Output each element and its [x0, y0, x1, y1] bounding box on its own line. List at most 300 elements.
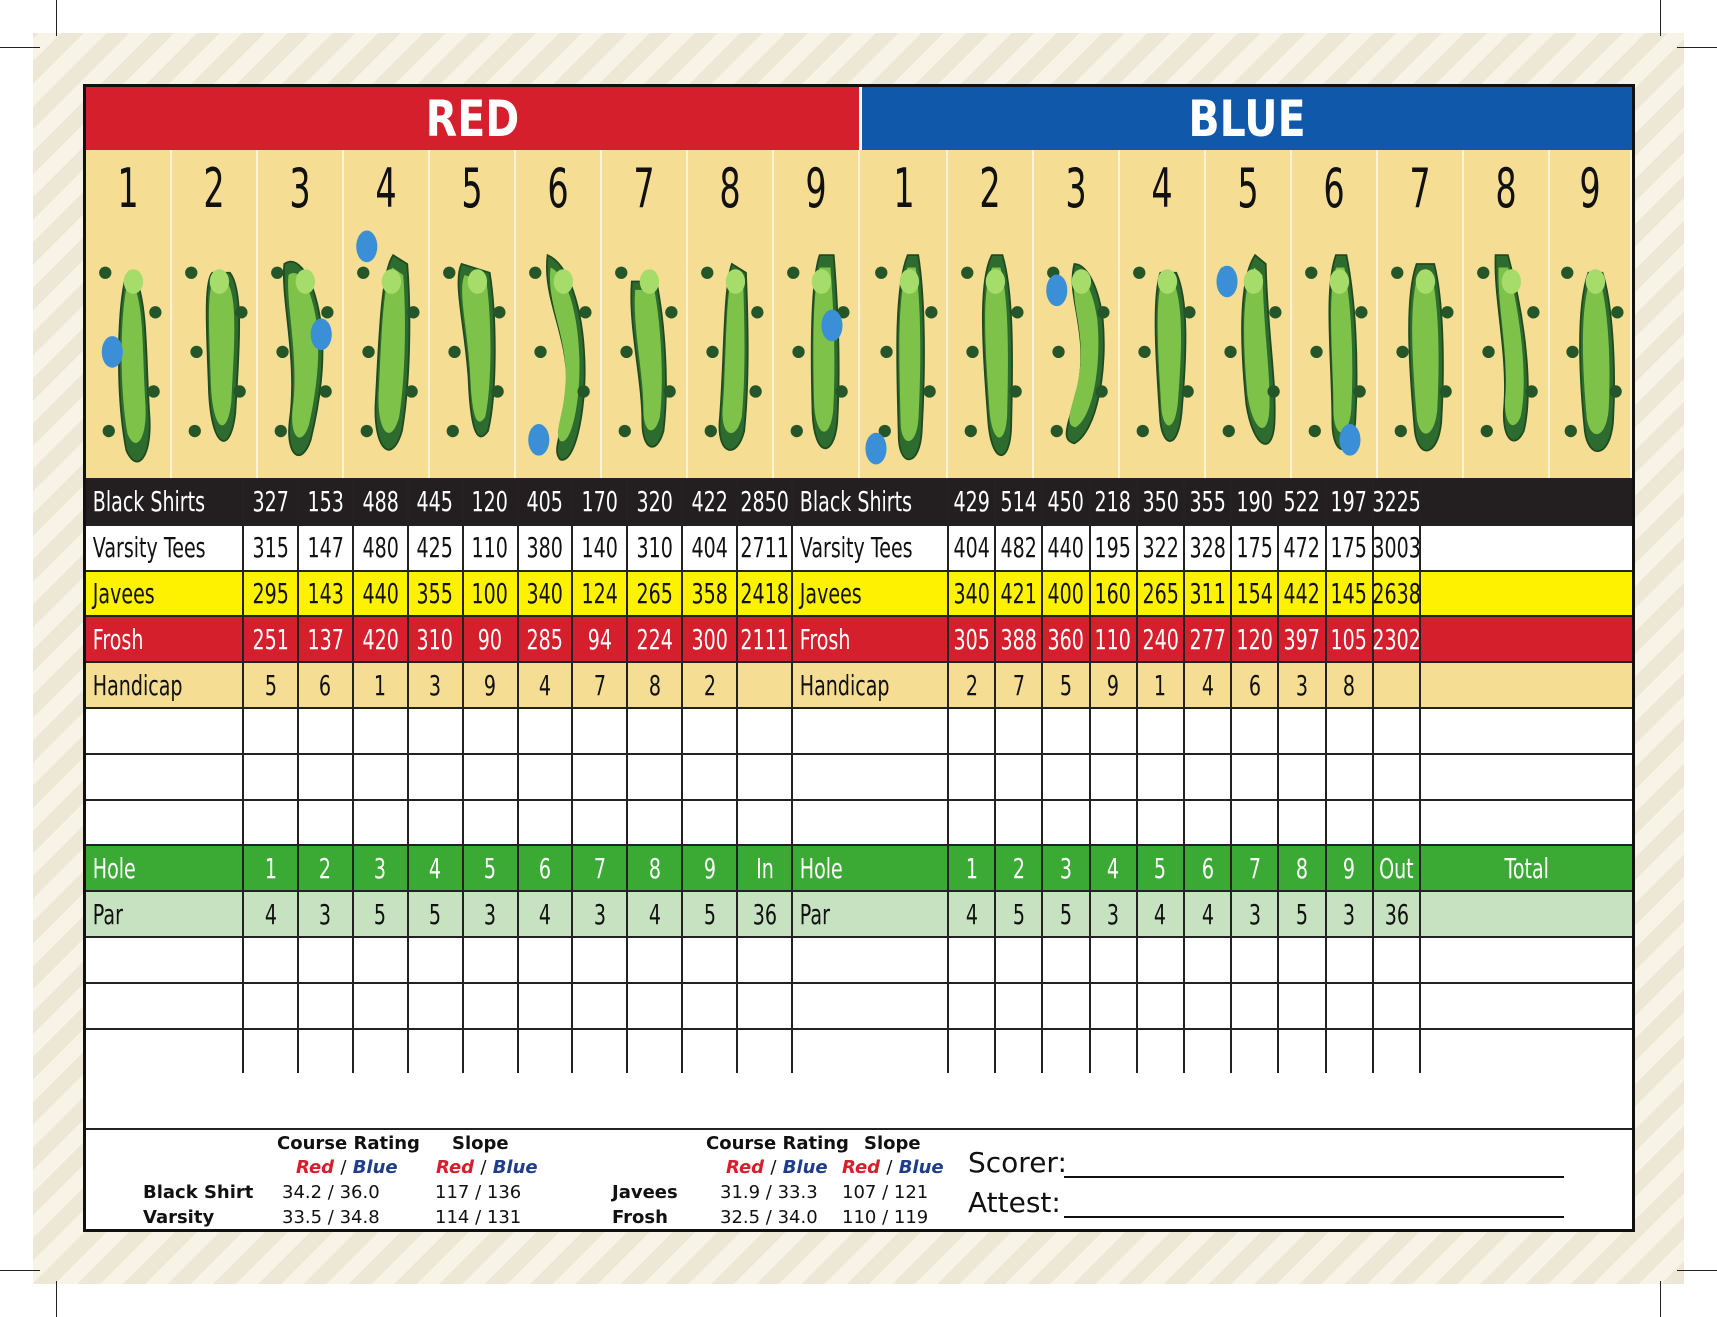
red-hole-cell[interactable]	[517, 1030, 572, 1074]
red-hole-cell[interactable]	[517, 938, 572, 982]
blue-hole-cell	[947, 846, 994, 890]
red-total-cell	[736, 617, 791, 661]
red-hole-cell-text: 440	[362, 576, 399, 610]
blue-hole-cell	[1041, 663, 1088, 707]
blue-hole-cell	[1325, 663, 1372, 707]
red-total-cell[interactable]	[736, 984, 791, 1028]
blue-hole-cell[interactable]	[947, 801, 994, 845]
blue-hole-cell[interactable]	[1325, 709, 1372, 753]
blue-hole-cell-text: 197	[1331, 485, 1368, 519]
row-label[interactable]	[86, 755, 242, 799]
red-hole-cell-text: 358	[691, 576, 728, 610]
blue-hole-cell[interactable]	[1230, 938, 1277, 982]
red-hole-cell	[297, 526, 352, 570]
blue-hole-cell-text: 305	[953, 622, 990, 656]
blue-hole-cell-text: 322	[1142, 531, 1179, 565]
blue-hole-cell[interactable]	[1230, 709, 1277, 753]
blue-hole-cell	[1089, 572, 1136, 616]
blue-total-cell[interactable]	[1372, 755, 1419, 799]
frosh-row	[86, 615, 1632, 661]
red-hole-cell-text: 3	[319, 897, 332, 931]
hole-layout-illustration	[258, 220, 344, 475]
hole-number: 9	[1579, 157, 1601, 220]
red-hole-cell-text: 488	[362, 485, 399, 519]
blue-hole-cell-text: 160	[1095, 576, 1132, 610]
red-hole-9-column	[774, 150, 860, 478]
blue-hole-cell[interactable]	[994, 801, 1041, 845]
blue-hole-cell-text: 6	[1248, 668, 1261, 702]
blue-hole-cell[interactable]	[947, 755, 994, 799]
blue-hole-cell[interactable]	[1230, 755, 1277, 799]
red-hole-cell[interactable]	[571, 1030, 626, 1074]
blue-hole-8-column	[1464, 150, 1550, 478]
red-hole-cell[interactable]	[681, 1030, 736, 1074]
red-hole-cell[interactable]	[242, 938, 297, 982]
blue-hole-cell[interactable]	[1325, 801, 1372, 845]
blue-hole-cell	[1136, 846, 1183, 890]
blue-hole-cell-text: 5	[1059, 668, 1073, 702]
row-label	[86, 846, 242, 890]
red-hole-cell-text: 315	[252, 531, 289, 565]
blue-hole-cell	[1183, 480, 1230, 524]
blue-hole-cell[interactable]	[1136, 755, 1183, 799]
red-hole-cell[interactable]	[242, 755, 297, 799]
blue-total-cell[interactable]	[1372, 801, 1419, 845]
hole-number: 5	[461, 157, 483, 220]
red-hole-cell[interactable]	[517, 984, 572, 1028]
red-hole-cell[interactable]	[297, 709, 352, 753]
red-hole-cell[interactable]	[352, 709, 407, 753]
red-hole-cell[interactable]	[407, 755, 462, 799]
hole-number: 7	[633, 157, 655, 220]
blue-hole-cell	[1277, 480, 1324, 524]
blue-hole-cell[interactable]	[1277, 709, 1324, 753]
red-hole-cell-text: 7	[593, 851, 606, 885]
red-total-cell-text: 2418	[740, 576, 789, 610]
blue-hole-cell[interactable]	[1089, 984, 1136, 1028]
blue-hole-cell[interactable]	[1277, 801, 1324, 845]
hole-layout-illustration	[1120, 220, 1206, 475]
red-hole-3-column	[258, 150, 344, 478]
red-hole-cell	[242, 617, 297, 661]
slope-value: 110 / 119	[842, 1207, 929, 1228]
score-entry-row[interactable]	[86, 753, 1632, 799]
blue-hole-5-column	[1206, 150, 1292, 478]
blue-hole-cell[interactable]	[1325, 1030, 1372, 1074]
hole-layout-illustration	[1206, 220, 1292, 475]
blue-hole-cell[interactable]	[1089, 801, 1136, 845]
red-hole-cell	[626, 663, 681, 707]
blue-hole-9-column	[1550, 150, 1632, 478]
score-entry-row[interactable]	[86, 799, 1632, 845]
red-hole-cell[interactable]	[407, 984, 462, 1028]
red-hole-cell[interactable]	[626, 709, 681, 753]
red-hole-8-column	[688, 150, 774, 478]
blue-hole-cell-text: 175	[1236, 531, 1273, 565]
blue-hole-cell[interactable]	[1041, 984, 1088, 1028]
blue-hole-cell[interactable]	[1230, 801, 1277, 845]
blue-hole-cell	[1089, 663, 1136, 707]
blue-hole-cell[interactable]	[1041, 801, 1088, 845]
score-entry-row[interactable]	[86, 707, 1632, 753]
red-hole-cell	[242, 663, 297, 707]
varsity-row	[86, 524, 1632, 570]
blue-hole-cell[interactable]	[1277, 984, 1324, 1028]
hole-number: 4	[1151, 157, 1173, 220]
hole-number: 7	[1409, 157, 1431, 220]
red-hole-cell-text: 9	[483, 668, 497, 702]
red-hole-cell-text: 2	[703, 668, 716, 702]
red-hole-cell[interactable]	[571, 755, 626, 799]
blue-total-cell[interactable]	[1372, 709, 1419, 753]
red-hole-cell	[297, 617, 352, 661]
blue-hole-cell[interactable]	[947, 709, 994, 753]
red-hole-cell[interactable]	[242, 709, 297, 753]
red-hole-cell	[352, 480, 407, 524]
row-label[interactable]	[86, 709, 242, 753]
red-hole-cell-text: 251	[252, 622, 289, 656]
blue-hole-cell[interactable]	[1183, 984, 1230, 1028]
blue-hole-cell[interactable]	[1325, 755, 1372, 799]
red-blue-legend: Red / Blue	[296, 1157, 398, 1178]
blue-hole-cell	[1277, 846, 1324, 890]
blue-hole-cell[interactable]	[1136, 938, 1183, 982]
red-hole-cell-text: 1	[374, 668, 387, 702]
blue-hole-cell[interactable]	[1183, 1030, 1230, 1074]
red-hole-cell[interactable]	[681, 938, 736, 982]
red-section-title: RED	[425, 89, 520, 148]
red-hole-cell[interactable]	[681, 755, 736, 799]
grand-total-cell	[1419, 846, 1632, 890]
red-hole-cell[interactable]	[242, 1030, 297, 1074]
blue-hole-cell-text: 4	[1107, 851, 1120, 885]
red-hole-cell[interactable]	[352, 984, 407, 1028]
blue-hole-cell[interactable]	[947, 984, 994, 1028]
rating-tee-name: Javees	[612, 1182, 678, 1203]
red-hole-cell[interactable]	[462, 984, 517, 1028]
blue-hole-cell[interactable]	[1041, 755, 1088, 799]
red-hole-cell[interactable]	[242, 801, 297, 845]
blue-hole-cell-text: 1	[965, 851, 978, 885]
red-hole-cell[interactable]	[462, 938, 517, 982]
red-total-cell	[736, 572, 791, 616]
red-hole-cell	[407, 846, 462, 890]
blue-hole-cell	[994, 663, 1041, 707]
blue-hole-cell-text: 3	[1248, 897, 1261, 931]
rating-value: 32.5 / 34.0	[720, 1207, 818, 1228]
red-hole-cell	[626, 617, 681, 661]
blue-hole-cell[interactable]	[1325, 984, 1372, 1028]
blue-hole-cell	[1041, 617, 1088, 661]
grand-total-cell[interactable]	[1419, 709, 1632, 753]
red-hole-cell[interactable]	[517, 801, 572, 845]
blue-hole-cell	[994, 480, 1041, 524]
red-hole-cell[interactable]	[407, 1030, 462, 1074]
blue-hole-cell[interactable]	[1136, 709, 1183, 753]
red-hole-cell	[462, 892, 517, 936]
red-hole-cell[interactable]	[571, 801, 626, 845]
score-entry-row[interactable]	[86, 982, 1632, 1028]
red-hole-cell[interactable]	[626, 938, 681, 982]
grand-total-cell[interactable]	[1419, 984, 1632, 1028]
hole-layout-illustration	[1550, 220, 1632, 475]
blue-hole-cell[interactable]	[1277, 1030, 1324, 1074]
blue-hole-cell[interactable]	[1089, 938, 1136, 982]
blue-hole-cell	[994, 617, 1041, 661]
blue-hole-cell[interactable]	[1230, 984, 1277, 1028]
red-hole-cell-text: 5	[374, 897, 387, 931]
grand-total-cell	[1419, 480, 1632, 524]
blue-total-cell[interactable]	[1372, 984, 1419, 1028]
red-total-cell	[736, 846, 791, 890]
footer	[86, 1128, 1632, 1229]
blue-hole-cell	[1089, 892, 1136, 936]
red-hole-cell[interactable]	[571, 938, 626, 982]
blue-hole-cell-text: 6	[1201, 851, 1214, 885]
row-label[interactable]	[791, 938, 947, 982]
red-hole-cell[interactable]	[626, 984, 681, 1028]
row-label	[86, 572, 242, 616]
grand-total-cell[interactable]	[1419, 938, 1632, 982]
row-label	[86, 892, 242, 936]
red-hole-cell[interactable]	[352, 755, 407, 799]
red-hole-cell	[407, 526, 462, 570]
red-hole-cell[interactable]	[407, 801, 462, 845]
red-hole-cell[interactable]	[626, 801, 681, 845]
red-hole-4-column	[344, 150, 430, 478]
red-hole-cell	[407, 617, 462, 661]
row-label[interactable]	[86, 801, 242, 845]
red-hole-cell[interactable]	[297, 755, 352, 799]
blue-hole-cell-text: 514	[1000, 485, 1037, 519]
blue-hole-cell[interactable]	[1041, 938, 1088, 982]
red-hole-cell[interactable]	[462, 709, 517, 753]
red-hole-cell[interactable]	[681, 801, 736, 845]
row-label[interactable]	[86, 984, 242, 1028]
red-hole-cell[interactable]	[297, 1030, 352, 1074]
blue-hole-cell-text: 450	[1047, 485, 1085, 519]
red-hole-cell	[462, 846, 517, 890]
blue-hole-cell	[1230, 617, 1277, 661]
red-hole-cell[interactable]	[571, 709, 626, 753]
red-hole-cell[interactable]	[242, 984, 297, 1028]
attest-signature-line[interactable]	[1064, 1216, 1564, 1218]
red-hole-cell	[352, 663, 407, 707]
red-hole-cell	[517, 663, 572, 707]
hole-number: 3	[289, 157, 311, 220]
row-label[interactable]	[791, 1030, 947, 1074]
row-label	[791, 526, 947, 570]
slope-heading: Slope	[452, 1133, 509, 1154]
red-hole-cell	[681, 892, 736, 936]
blue-hole-cell[interactable]	[994, 984, 1041, 1028]
blue-hole-cell[interactable]	[994, 938, 1041, 982]
score-entry-row[interactable]	[86, 1028, 1632, 1074]
red-total-cell[interactable]	[736, 801, 791, 845]
blue-hole-cell[interactable]	[1183, 709, 1230, 753]
blue-hole-cell[interactable]	[1041, 1030, 1088, 1074]
blue-hole-cell	[947, 617, 994, 661]
blue-hole-cell-text: 442	[1283, 576, 1321, 610]
blue-total-cell[interactable]	[1372, 1030, 1419, 1074]
red-hole-cell-text: 1	[264, 851, 277, 885]
row-label-text: Varsity Tees	[92, 531, 206, 565]
red-hole-cell[interactable]	[626, 1030, 681, 1074]
red-hole-cell-text: 380	[526, 531, 564, 565]
blue-hole-cell-text: 429	[953, 485, 990, 519]
blue-hole-cell[interactable]	[994, 709, 1041, 753]
red-hole-cell-text: 7	[593, 668, 606, 702]
red-total-cell[interactable]	[736, 755, 791, 799]
red-hole-cell-text: 3	[593, 897, 606, 931]
blue-hole-cell[interactable]	[947, 1030, 994, 1074]
red-hole-cell-text: 310	[636, 531, 673, 565]
blue-hole-cell-text: 7	[1012, 668, 1025, 702]
blue-hole-cell-text: 1	[1154, 668, 1167, 702]
grand-total-cell[interactable]	[1419, 801, 1632, 845]
red-hole-cell[interactable]	[571, 984, 626, 1028]
blue-hole-cell[interactable]	[1089, 1030, 1136, 1074]
red-hole-cell-text: 405	[526, 485, 564, 519]
red-hole-1-column	[86, 150, 172, 478]
grand-total-cell	[1419, 526, 1632, 570]
row-label	[791, 663, 947, 707]
rating-value: 31.9 / 33.3	[720, 1182, 818, 1203]
row-label[interactable]	[791, 755, 947, 799]
red-hole-cell[interactable]	[681, 984, 736, 1028]
red-hole-cell-text: 6	[538, 851, 552, 885]
red-hole-cell[interactable]	[462, 755, 517, 799]
blue-hole-cell-text: 360	[1047, 622, 1085, 656]
blue-hole-cell[interactable]	[1136, 984, 1183, 1028]
blue-hole-cell	[1183, 572, 1230, 616]
blue-hole-cell	[947, 480, 994, 524]
red-hole-cell[interactable]	[407, 938, 462, 982]
row-label[interactable]	[791, 984, 947, 1028]
red-hole-cell-text: 120	[471, 485, 509, 519]
score-entry-row[interactable]	[86, 936, 1632, 982]
blue-hole-cell[interactable]	[1089, 709, 1136, 753]
hole-number: 4	[375, 157, 397, 220]
red-hole-cell-text: 5	[703, 897, 716, 931]
red-hole-cell[interactable]	[352, 938, 407, 982]
blue-hole-cell	[1041, 846, 1088, 890]
row-label-text: Hole	[799, 851, 843, 885]
red-hole-cell	[571, 526, 626, 570]
blue-hole-cell-text: 5	[1012, 897, 1025, 931]
blue-hole-cell[interactable]	[1183, 801, 1230, 845]
red-hole-7-column	[602, 150, 688, 478]
blue-hole-cell	[1136, 617, 1183, 661]
blue-hole-cell	[947, 526, 994, 570]
red-hole-cell-text: 4	[538, 668, 552, 702]
red-hole-cell[interactable]	[352, 1030, 407, 1074]
red-blue-legend: Red / Blue	[436, 1157, 538, 1178]
red-blue-legend: Red / Blue	[726, 1157, 828, 1178]
row-label[interactable]	[86, 938, 242, 982]
blue-hole-cell[interactable]	[1089, 755, 1136, 799]
blue-hole-cell-text: 5	[1154, 851, 1167, 885]
red-section-header	[86, 87, 859, 150]
blue-hole-cell[interactable]	[1183, 755, 1230, 799]
row-label-text: Hole	[92, 851, 136, 885]
red-hole-cell[interactable]	[297, 801, 352, 845]
red-total-cell[interactable]	[736, 1030, 791, 1074]
blue-hole-cell	[1041, 892, 1088, 936]
blue-hole-cell[interactable]	[1277, 938, 1324, 982]
red-hole-cell-text: 170	[581, 485, 619, 519]
blue-hole-cell[interactable]	[1325, 938, 1372, 982]
blue-hole-cell[interactable]	[1136, 801, 1183, 845]
slope-value: 107 / 121	[842, 1182, 929, 1203]
blue-hole-cell	[1277, 892, 1324, 936]
grand-total-cell[interactable]	[1419, 1030, 1632, 1074]
red-hole-cell[interactable]	[297, 984, 352, 1028]
blue-hole-cell-text: 340	[953, 576, 990, 610]
red-hole-cell[interactable]	[297, 938, 352, 982]
slope-heading: Slope	[864, 1133, 921, 1154]
blue-hole-cell[interactable]	[1041, 709, 1088, 753]
blue-hole-cell	[1230, 572, 1277, 616]
row-label[interactable]	[86, 1030, 242, 1074]
red-hole-cell	[297, 480, 352, 524]
hole-layout-illustration	[688, 220, 774, 475]
blue-hole-cell-text: 2	[1012, 851, 1025, 885]
red-hole-cell[interactable]	[462, 801, 517, 845]
red-hole-cell	[297, 846, 352, 890]
blue-hole-1-column	[862, 150, 948, 478]
red-hole-cell-text: 355	[416, 576, 454, 610]
hole-layout-illustration	[86, 220, 172, 475]
red-hole-cell	[517, 892, 572, 936]
red-total-cell[interactable]	[736, 938, 791, 982]
grand-total-cell[interactable]	[1419, 755, 1632, 799]
row-label[interactable]	[791, 709, 947, 753]
grand-total-cell	[1419, 572, 1632, 616]
blue-section-header	[862, 87, 1632, 150]
blue-hole-cell[interactable]	[1183, 938, 1230, 982]
row-label-text: Handicap	[799, 668, 890, 702]
red-hole-cell[interactable]	[517, 709, 572, 753]
red-hole-cell-text: 285	[526, 622, 564, 656]
blue-hole-cell[interactable]	[994, 755, 1041, 799]
blue-total-cell[interactable]	[1372, 938, 1419, 982]
red-hole-cell[interactable]	[517, 755, 572, 799]
red-hole-cell[interactable]	[681, 709, 736, 753]
grand-total-cell-text: Total	[1504, 851, 1549, 885]
red-hole-cell[interactable]	[462, 1030, 517, 1074]
red-hole-cell[interactable]	[407, 709, 462, 753]
blue-hole-cell[interactable]	[1136, 1030, 1183, 1074]
blue-hole-cell	[994, 892, 1041, 936]
red-total-cell[interactable]	[736, 709, 791, 753]
blue-hole-cell[interactable]	[947, 938, 994, 982]
red-hole-cell	[681, 617, 736, 661]
red-hole-cell[interactable]	[352, 801, 407, 845]
scorer-signature-line[interactable]	[1064, 1176, 1564, 1178]
red-hole-cell	[681, 526, 736, 570]
red-hole-cell-text: 420	[362, 622, 399, 656]
row-label[interactable]	[791, 801, 947, 845]
blue-hole-cell[interactable]	[1230, 1030, 1277, 1074]
blue-hole-cell	[1325, 526, 1372, 570]
red-hole-cell	[352, 572, 407, 616]
blue-total-cell-text: 3003	[1372, 531, 1421, 565]
blue-hole-cell[interactable]	[994, 1030, 1041, 1074]
red-hole-cell[interactable]	[626, 755, 681, 799]
blue-hole-cell[interactable]	[1277, 755, 1324, 799]
red-hole-cell-text: 4	[429, 851, 442, 885]
